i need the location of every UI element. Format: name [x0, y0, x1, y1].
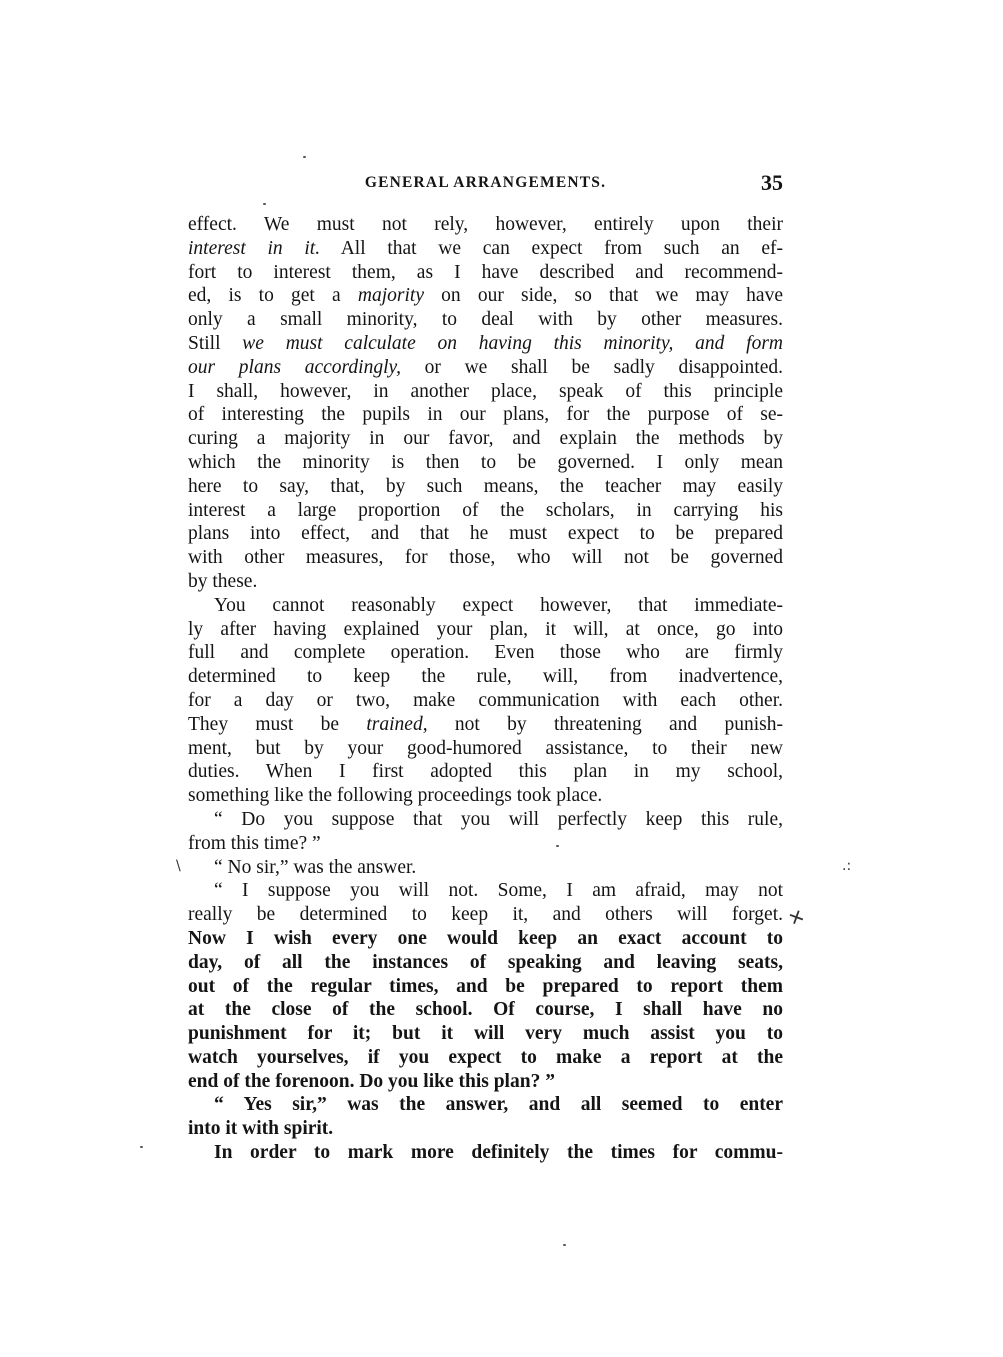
text-line: from this time? ” — [188, 832, 321, 854]
text-line: of interesting the pupils in our plans, for the purpose of se- — [188, 404, 783, 426]
italic-run: we must calculate on having this minority, and form — [242, 332, 783, 354]
text-line: only a small minority, to deal with by other measures. — [188, 309, 783, 331]
text-run: not by threatening and punish- — [427, 713, 783, 735]
text-line: Now I wish every one would keep an exact account to — [188, 927, 783, 949]
running-title: GENERAL ARRANGEMENTS. — [364, 174, 607, 191]
text-run: on our side, so that we may have — [423, 285, 783, 307]
text-run: They must be — [188, 713, 367, 735]
text-line: into it with spirit. — [188, 1118, 334, 1140]
margin-left-tick: \ — [176, 858, 181, 874]
text-line: curing a majority in our favor, and explain the methods by — [188, 428, 783, 450]
body-text — [188, 213, 783, 1165]
margin-cross-mark: + — [783, 902, 810, 933]
scan-speck — [140, 1146, 143, 1148]
text-run: ed, is to get a — [188, 285, 358, 307]
text-run: All that we can expect from such an ef- — [320, 237, 783, 259]
text-line: determined to keep the rule, will, from inadvertence, — [188, 666, 783, 688]
scan-speck — [263, 203, 266, 205]
running-head — [188, 170, 783, 196]
text-line: out of the regular times, and be prepared to report them — [188, 975, 783, 997]
italic-run: interest in it. — [188, 237, 321, 259]
text-line: “ I suppose you will not. Some, I am afraid, may not — [214, 880, 783, 902]
text-line: interest a large proportion of the scholars, in carrying his — [188, 499, 783, 521]
text-line — [188, 356, 783, 380]
text-line: fort to interest them, as I have described and recommend- — [188, 261, 783, 283]
text-line: full and complete operation. Even those who are firmly — [188, 642, 783, 664]
text-line: “ Do you suppose that you will perfectly keep this rule, — [214, 808, 783, 830]
margin-dots-mark: .: — [842, 858, 852, 874]
text-line: ment, but by your good-humored assistance, to their new — [188, 737, 783, 759]
text-run: or we shall be sadly disappointed. — [400, 356, 784, 378]
scan-speck — [303, 156, 306, 158]
text-line — [188, 237, 783, 261]
page-number: 35 — [761, 170, 783, 195]
text-line: I shall, however, in another place, speak of this principle — [188, 380, 783, 402]
text-line: day, of all the instances of speaking and leaving seats, — [188, 951, 783, 973]
text-line: “ Yes sir,” was the answer, and all seemed to enter — [214, 1094, 783, 1116]
text-line: duties. When I first adopted this plan in my school, — [188, 761, 783, 783]
text-line: with other measures, for those, who will not be governed — [188, 547, 783, 569]
text-line: “ No sir,” was the answer. — [214, 856, 417, 878]
text-line: by these. — [188, 570, 258, 592]
text-line: effect. We must not rely, however, entirely upon their — [188, 214, 783, 235]
text-line: punishment for it; but it will very much assist you to — [188, 1023, 783, 1045]
text-line: end of the forenoon. Do you like this plan? ” — [188, 1070, 555, 1092]
text-line — [188, 713, 783, 737]
text-line: at the close of the school. Of course, I shall have no — [188, 999, 783, 1021]
text-line: In order to mark more definitely the times for commu- — [214, 1142, 783, 1164]
text-line — [188, 332, 783, 356]
text-line: really be determined to keep it, and others will forget. — [188, 904, 783, 926]
text-line: for a day or two, make communication with each other. — [188, 689, 783, 711]
text-line: something like the following proceedings took place. — [188, 785, 603, 807]
text-line: ly after having explained your plan, it will, at once, go into — [188, 618, 783, 640]
scan-speck — [563, 1244, 566, 1246]
text-line: watch yourselves, if you expect to make a report at the — [188, 1046, 783, 1068]
scan-speck — [556, 845, 559, 847]
text-line: here to say, that, by such means, the teacher may easily — [188, 475, 783, 497]
text-run: Still — [188, 332, 243, 354]
italic-run: our plans accordingly, — [188, 356, 401, 378]
italic-run: majority — [357, 285, 424, 307]
text-line: which the minority is then to be governed. I only mean — [188, 451, 783, 473]
text-line — [188, 284, 783, 308]
italic-run: trained, — [366, 713, 428, 735]
text-line: You cannot reasonably expect however, that immediate- — [214, 594, 783, 616]
text-line: plans into effect, and that he must expect to be prepared — [188, 523, 783, 545]
